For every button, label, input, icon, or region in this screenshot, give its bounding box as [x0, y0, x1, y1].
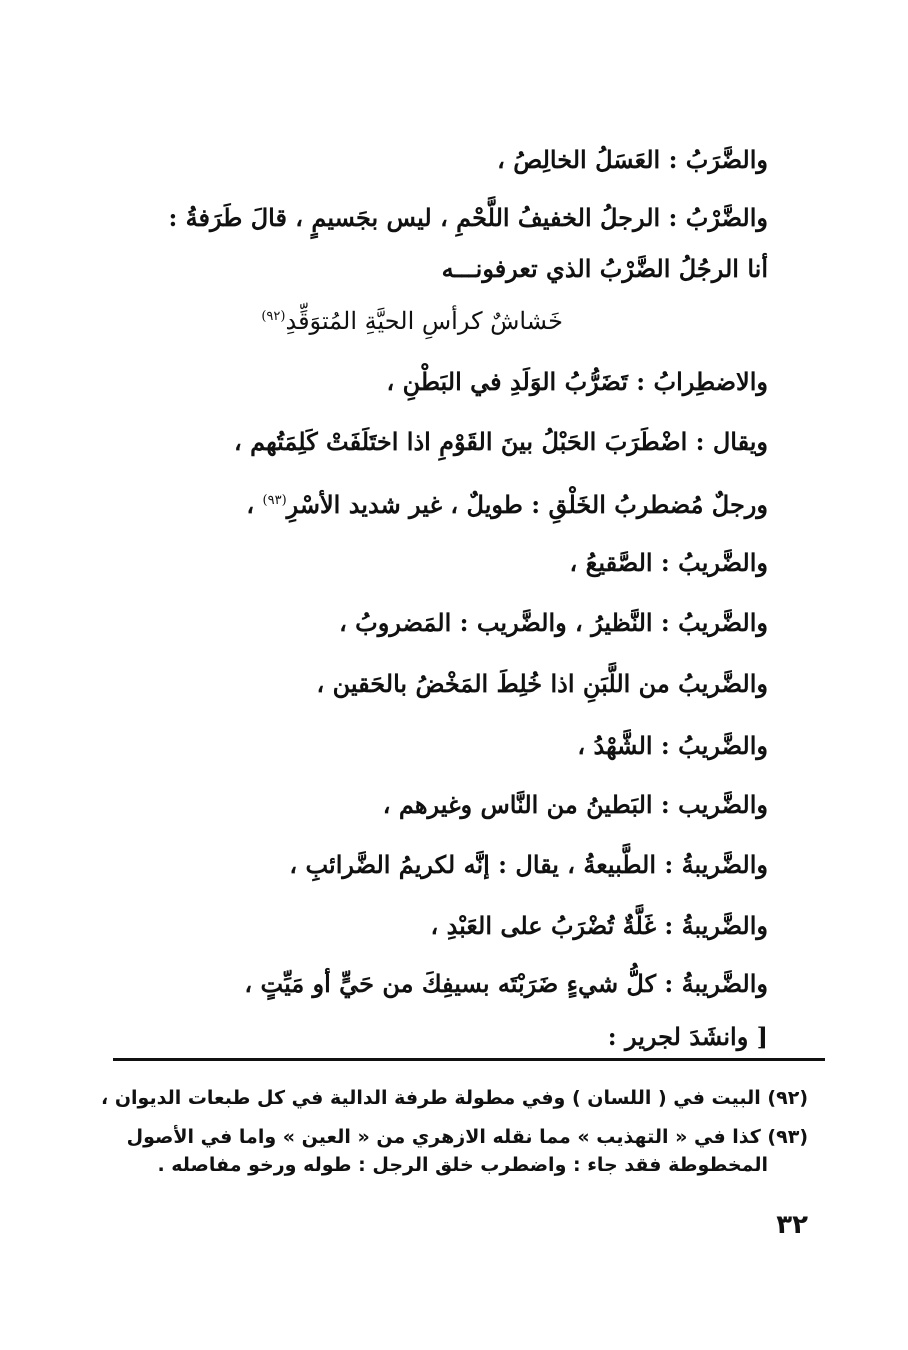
text-line-7 — [100, 484, 768, 522]
text-line-16: [ وانشَدَ لجرير : — [607, 1022, 768, 1051]
text-line-9: والضَّريبُ : النَّظيرُ ، والضَّريب : المَضروبُ ، — [339, 608, 768, 637]
text-line-12: والضَّريب : البَطينُ من النَّاس وغيرهم ، — [382, 790, 768, 819]
text-line-14: والضَّريبةُ : غَلَّةٌ تُضْرَبُ على العَبْدِ ، — [430, 911, 768, 940]
text-line-15: والضَّريبةُ : كلُّ شيءٍ ضَرَبْتَه بسيفِكَ من حَيٍّ أو مَيِّتٍ ، — [244, 969, 768, 998]
text-line-1: والضَّرَبُ : العَسَلُ الخالِصُ ، — [497, 145, 768, 174]
text-line-3: أنا الرجُلُ الضَّرْبُ الذي تعرفونـــه — [441, 254, 768, 283]
text-line-7-end: ، — [246, 490, 263, 519]
footnote-93: (٩٣) كذا في « التهذيب » مما نقله الازهري من « العين » واما في الأصول — [126, 1126, 808, 1148]
verse-line — [160, 300, 563, 338]
verse-text: خَشاشٌ كرأسِ الحيَّةِ المُتوَقِّدِ — [285, 307, 563, 335]
footnote-divider — [113, 1058, 825, 1061]
text-line-5: والاضطِرابُ : تَضَرُّبُ الوَلَدِ في البَطْنِ ، — [386, 367, 768, 396]
text-line-6: ويقال : اضْطَرَبَ الحَبْلُ بينَ القَوْمِ اذا اختَلَفَتْ كَلِمَتُهم ، — [234, 427, 768, 456]
footnote-93-continued: المخطوطة فقد جاء : واضطرب خلق الرجل : طوله ورخو مفاصله . — [157, 1154, 768, 1176]
footnote-92: (٩٢) البيت في ( اللسان ) وفي مطولة طرفة الدالية في كل طبعات الديوان ، — [100, 1087, 808, 1109]
text-line-10: والضَّريبُ من اللَّبَنِ اذا خُلِطَ المَخْضُ بالحَقين ، — [316, 669, 768, 698]
footnote-ref-92: (٩٢) — [261, 309, 286, 324]
text-line-11: والضَّريبُ : الشَّهْدُ ، — [577, 731, 768, 760]
text-line-8: والضَّريبُ : الصَّقيعُ ، — [569, 548, 768, 577]
text-line-2: والضَّرْبُ : الرجلُ الخفيفُ اللَّحْمِ ، ليس بجَسيمٍ ، قالَ طَرَفةُ : — [168, 203, 768, 232]
footnote-ref-93: (٩٣) — [262, 493, 287, 508]
text-line-13: والضَّريبةُ : الطَّبيعةُ ، يقال : إنَّه لكريمُ الضَّرائبِ ، — [289, 850, 768, 879]
page-number: ٣٢ — [776, 1210, 808, 1240]
text-line-7-text: ورجلٌ مُضطربُ الخَلْقِ : طويلٌ ، غير شديد الأسْرِ — [286, 490, 768, 519]
